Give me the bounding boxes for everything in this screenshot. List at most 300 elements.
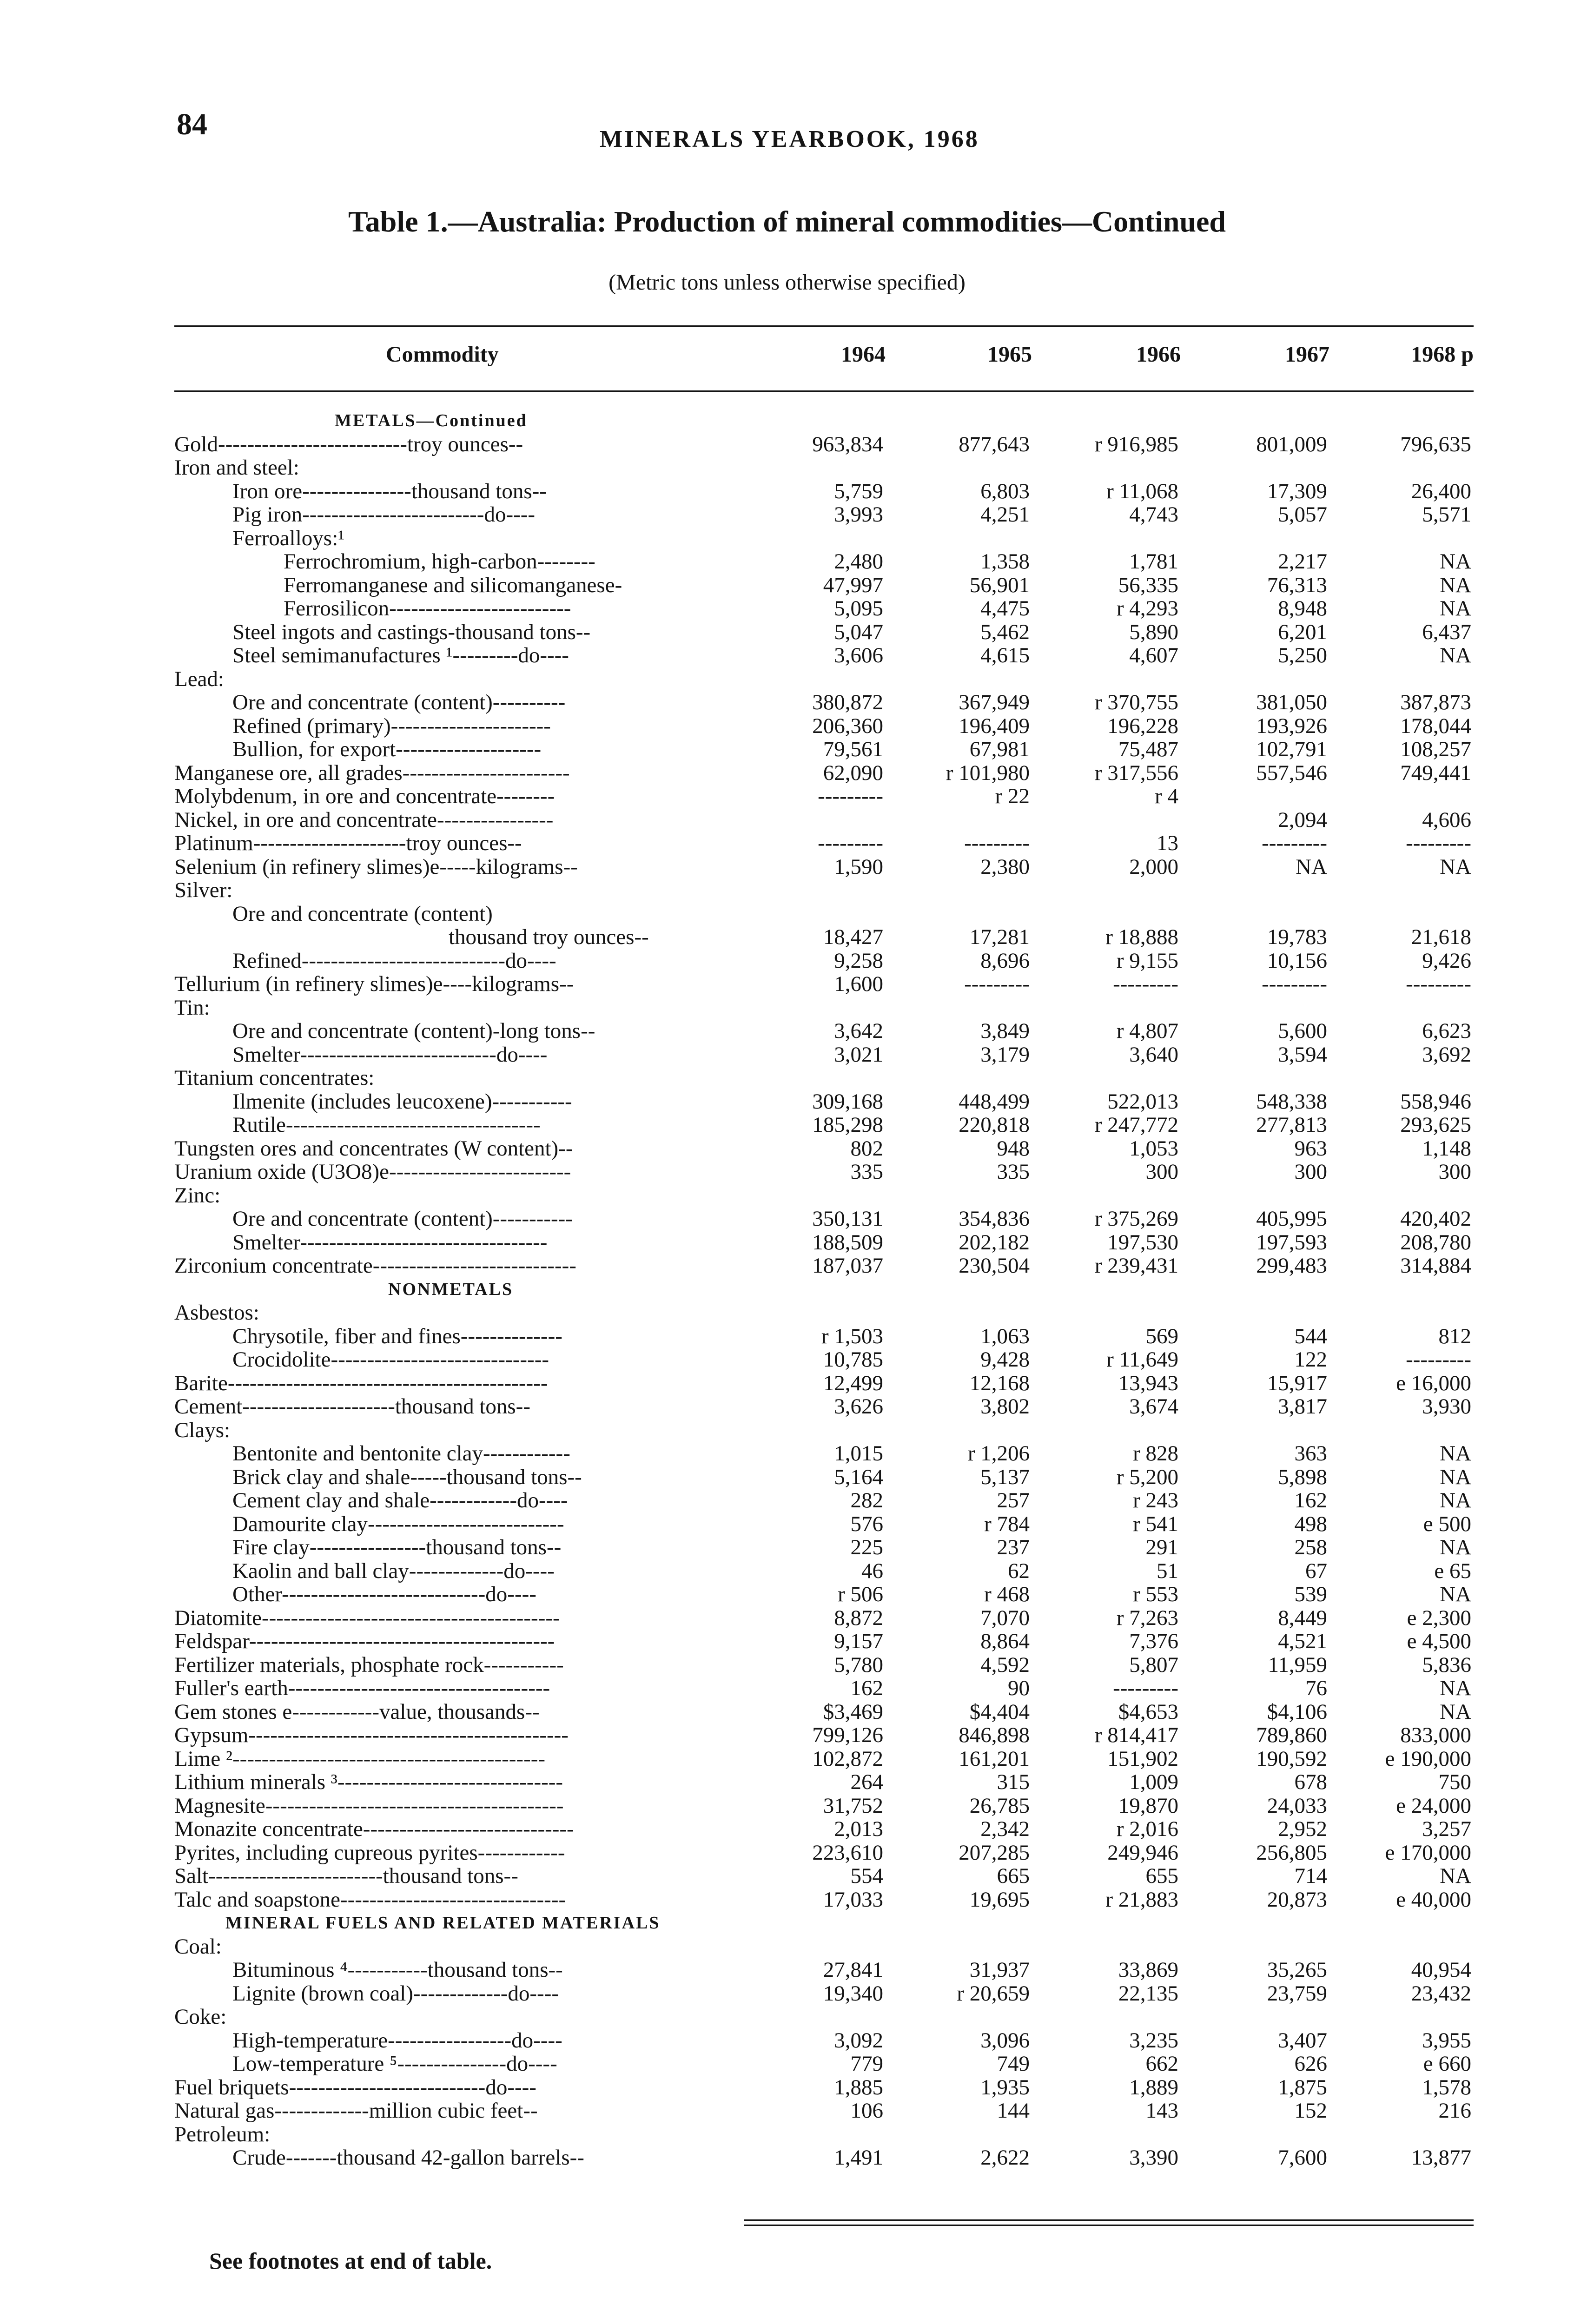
value-cell: $4,106 xyxy=(1267,1699,1327,1724)
commodity-label: Tin: xyxy=(174,995,210,1020)
column-header-1967: 1967 xyxy=(1285,342,1329,367)
value-cell: 3,257 xyxy=(1422,1817,1471,1841)
value-cell: r 1,206 xyxy=(967,1441,1030,1466)
value-cell: r 468 xyxy=(984,1582,1030,1606)
value-cell: 948 xyxy=(997,1136,1030,1161)
value-cell: 558,946 xyxy=(1400,1089,1471,1114)
value-cell: r 4,293 xyxy=(1116,596,1178,621)
value-cell: e 170,000 xyxy=(1385,1840,1471,1865)
value-cell: 846,898 xyxy=(959,1723,1030,1747)
commodity-label: Pig iron-------------------------do---- xyxy=(232,502,536,527)
value-cell: 11,959 xyxy=(1268,1652,1327,1677)
value-cell: 539 xyxy=(1294,1582,1327,1606)
value-cell: 299,483 xyxy=(1256,1254,1327,1278)
value-cell: 8,449 xyxy=(1278,1605,1327,1630)
value-cell: 3,096 xyxy=(980,2028,1030,2053)
value-cell: r 5,200 xyxy=(1116,1465,1178,1489)
value-cell: NA xyxy=(1440,1535,1471,1559)
value-cell: 335 xyxy=(997,1160,1030,1184)
value-cell: 576 xyxy=(850,1512,883,1536)
value-cell: --------- xyxy=(1113,1676,1178,1700)
page-number: 84 xyxy=(177,107,207,141)
value-cell: 387,873 xyxy=(1400,690,1471,714)
value-cell: 258 xyxy=(1294,1535,1327,1559)
value-cell: --------- xyxy=(1406,831,1471,855)
commodity-label: Monazite concentrate----------------------------- xyxy=(174,1817,574,1841)
value-cell: 90 xyxy=(1008,1676,1030,1700)
value-cell: 27,841 xyxy=(823,1958,883,1982)
value-cell: e 190,000 xyxy=(1385,1746,1471,1771)
value-cell: 22,135 xyxy=(1118,1981,1178,2006)
value-cell: 225 xyxy=(850,1535,883,1559)
table-row xyxy=(174,574,1474,597)
table-row xyxy=(174,1559,1474,1583)
value-cell: 6,201 xyxy=(1278,620,1327,644)
value-cell: r 317,556 xyxy=(1094,760,1178,785)
value-cell: 19,695 xyxy=(969,1887,1030,1912)
column-header-1968: 1968 p xyxy=(1411,342,1474,367)
commodity-label: Gem stones e------------value, thousands-- xyxy=(174,1699,540,1724)
commodity-label: Manganese ore, all grades----------------------- xyxy=(174,760,570,785)
value-cell: NA xyxy=(1440,596,1471,621)
value-cell: 2,622 xyxy=(980,2146,1030,2170)
value-cell: 678 xyxy=(1294,1770,1327,1794)
value-cell: --------- xyxy=(818,784,883,808)
value-cell: 46 xyxy=(861,1558,883,1583)
value-cell: 249,946 xyxy=(1107,1840,1178,1865)
value-cell: 15,917 xyxy=(1267,1371,1327,1395)
value-cell: NA xyxy=(1296,854,1327,879)
value-cell: e 2,300 xyxy=(1407,1605,1471,1630)
table-row xyxy=(174,925,1474,949)
value-cell: 185,298 xyxy=(812,1113,883,1137)
value-cell: 2,000 xyxy=(1129,854,1178,879)
value-cell: 9,157 xyxy=(834,1629,883,1653)
commodity-label: Crude-------thousand 42-gallon barrels-- xyxy=(232,2146,584,2170)
value-cell: 5,780 xyxy=(834,1652,883,1677)
table-row xyxy=(174,1043,1474,1067)
value-cell: 448,499 xyxy=(959,1089,1030,1114)
value-cell: 714 xyxy=(1294,1864,1327,1888)
commodity-label: Natural gas-------------million cubic feet-- xyxy=(174,2099,538,2123)
value-cell: r 18,888 xyxy=(1105,925,1178,949)
value-cell: 20,873 xyxy=(1267,1887,1327,1912)
value-cell: 122 xyxy=(1294,1347,1327,1372)
commodity-label: Fuel briquets---------------------------do---- xyxy=(174,2075,536,2100)
table-row xyxy=(174,1653,1474,1677)
value-cell: 13 xyxy=(1157,831,1178,855)
commodity-label: Selenium (in refinery slimes)e-----kilograms-- xyxy=(174,854,578,879)
value-cell: 216 xyxy=(1438,2099,1471,2123)
value-cell: r 784 xyxy=(984,1512,1030,1536)
value-cell: 3,390 xyxy=(1129,2146,1178,2170)
value-cell: 877,643 xyxy=(959,432,1030,456)
value-cell: r 370,755 xyxy=(1094,690,1178,714)
value-cell: r 243 xyxy=(1133,1488,1178,1512)
value-cell: 193,926 xyxy=(1256,713,1327,738)
value-cell: r 828 xyxy=(1133,1441,1178,1466)
table-row xyxy=(174,1864,1474,1888)
value-cell: 5,759 xyxy=(834,479,883,503)
value-cell: 162 xyxy=(1294,1488,1327,1512)
value-cell: --------- xyxy=(964,831,1030,855)
commodity-label: Ore and concentrate (content)---------- xyxy=(232,690,566,714)
value-cell: 1,578 xyxy=(1422,2075,1471,2100)
value-cell: 3,407 xyxy=(1278,2028,1327,2053)
value-cell: r 239,431 xyxy=(1094,1254,1178,1278)
commodity-label: Brick clay and shale-----thousand tons-- xyxy=(232,1465,582,1489)
table-row xyxy=(174,1395,1474,1419)
commodity-label: Platinum---------------------troy ounces-- xyxy=(174,831,522,855)
value-cell: 4,592 xyxy=(980,1652,1030,1677)
value-cell: 5,164 xyxy=(834,1465,883,1489)
value-cell: 9,428 xyxy=(980,1347,1030,1372)
commodity-label: Coal: xyxy=(174,1934,222,1959)
value-cell: 256,805 xyxy=(1256,1840,1327,1865)
value-cell: r 11,649 xyxy=(1106,1347,1178,1372)
value-cell: NA xyxy=(1440,854,1471,879)
table-row xyxy=(174,667,1474,691)
table-row xyxy=(174,878,1474,902)
commodity-label: Ferroalloys:¹ xyxy=(232,526,345,550)
table-row xyxy=(174,1090,1474,1114)
table-row xyxy=(174,785,1474,808)
value-cell: 76,313 xyxy=(1267,573,1327,597)
value-cell: 6,803 xyxy=(980,479,1030,503)
table-row xyxy=(174,621,1474,644)
value-cell: 12,499 xyxy=(823,1371,883,1395)
value-cell: r 814,417 xyxy=(1094,1723,1178,1747)
value-cell: 237 xyxy=(997,1535,1030,1559)
table-row xyxy=(174,527,1474,550)
table-top-rule xyxy=(174,325,1474,327)
table-row xyxy=(174,832,1474,855)
value-cell: r 22 xyxy=(995,784,1030,808)
value-cell: 2,342 xyxy=(980,1817,1030,1841)
value-cell: 40,954 xyxy=(1411,1958,1471,1982)
table-row xyxy=(174,1770,1474,1794)
value-cell: 3,849 xyxy=(980,1019,1030,1043)
value-cell: 3,642 xyxy=(834,1019,883,1043)
table-row xyxy=(174,1888,1474,1912)
value-cell: 143 xyxy=(1145,2099,1178,2123)
value-cell: 3,626 xyxy=(834,1394,883,1419)
table-row xyxy=(174,972,1474,996)
value-cell: 1,015 xyxy=(834,1441,883,1466)
value-cell: 196,228 xyxy=(1107,713,1178,738)
value-cell: r 1,503 xyxy=(821,1324,883,1348)
table-row xyxy=(174,1325,1474,1348)
value-cell: 569 xyxy=(1145,1324,1178,1348)
value-cell: 367,949 xyxy=(959,690,1030,714)
value-cell: r 21,883 xyxy=(1105,1887,1178,1912)
commodity-label: Diatomite----------------------------------------- xyxy=(174,1605,560,1630)
commodity-label: Uranium oxide (U3O8)e------------------------- xyxy=(174,1160,571,1184)
table-row xyxy=(174,1231,1474,1254)
value-cell: 277,813 xyxy=(1256,1113,1327,1137)
value-cell: r 375,269 xyxy=(1094,1207,1178,1231)
value-cell: 1,781 xyxy=(1129,549,1178,574)
table-row xyxy=(174,2005,1474,2029)
value-cell: r 916,985 xyxy=(1094,432,1178,456)
commodity-label: Lime ²------------------------------------------- xyxy=(174,1746,546,1771)
commodity-label: Gypsum-------------------------------------------- xyxy=(174,1723,569,1747)
table-row xyxy=(174,2076,1474,2100)
commodity-label: Coke: xyxy=(174,2005,227,2029)
value-cell: 750 xyxy=(1438,1770,1471,1794)
value-cell: NA xyxy=(1440,643,1471,667)
value-cell: e 16,000 xyxy=(1396,1371,1471,1395)
value-cell: 4,251 xyxy=(980,502,1030,527)
value-cell: 5,137 xyxy=(980,1465,1030,1489)
value-cell: 293,625 xyxy=(1400,1113,1471,1137)
table-row xyxy=(174,480,1474,503)
value-cell: 75,487 xyxy=(1118,737,1178,761)
value-cell: 544 xyxy=(1294,1324,1327,1348)
commodity-label: Gold--------------------------troy ounces-- xyxy=(174,432,523,456)
value-cell: 56,901 xyxy=(969,573,1030,597)
value-cell: 67,981 xyxy=(969,737,1030,761)
value-cell: 19,783 xyxy=(1267,925,1327,949)
value-cell: 9,426 xyxy=(1422,948,1471,973)
value-cell: 2,380 xyxy=(980,854,1030,879)
value-cell: 8,948 xyxy=(1278,596,1327,621)
commodity-label: Zinc: xyxy=(174,1183,221,1208)
value-cell: e 660 xyxy=(1423,2052,1471,2076)
commodity-label: Ore and concentrate (content) xyxy=(232,901,493,926)
value-cell: 33,869 xyxy=(1118,1958,1178,1982)
value-cell: 1,491 xyxy=(834,2146,883,2170)
value-cell: 67 xyxy=(1305,1558,1327,1583)
table-row xyxy=(174,1512,1474,1536)
value-cell: 548,338 xyxy=(1256,1089,1327,1114)
value-cell: --------- xyxy=(964,972,1030,996)
value-cell: 13,943 xyxy=(1118,1371,1178,1395)
commodity-label: Pyrites, including cupreous pyrites------------ xyxy=(174,1840,565,1865)
commodity-label: Chrysotile, fiber and fines-------------- xyxy=(232,1324,562,1348)
value-cell: 102,791 xyxy=(1256,737,1327,761)
commodity-label: Steel ingots and castings-thousand tons-- xyxy=(232,620,591,644)
table-row xyxy=(174,1348,1474,1372)
value-cell: 197,593 xyxy=(1256,1230,1327,1254)
table-row xyxy=(174,1113,1474,1137)
table-row xyxy=(174,808,1474,832)
value-cell: 35,265 xyxy=(1267,1958,1327,1982)
value-cell: --------- xyxy=(1406,1347,1471,1372)
table-row xyxy=(174,2052,1474,2076)
table-row xyxy=(174,433,1474,456)
value-cell: 557,546 xyxy=(1256,760,1327,785)
table-row xyxy=(174,949,1474,973)
value-cell: 62,090 xyxy=(823,760,883,785)
value-cell: 309,168 xyxy=(812,1089,883,1114)
value-cell: 5,571 xyxy=(1422,502,1471,527)
section-heading-row xyxy=(174,409,1474,433)
value-cell: 5,890 xyxy=(1129,620,1178,644)
table-row xyxy=(174,738,1474,761)
value-cell: 23,432 xyxy=(1411,1981,1471,2006)
table-row xyxy=(174,1301,1474,1325)
value-cell: 26,785 xyxy=(969,1793,1030,1818)
value-cell: 151,902 xyxy=(1107,1746,1178,1771)
value-cell: r 553 xyxy=(1133,1582,1178,1606)
value-cell: 10,156 xyxy=(1267,948,1327,973)
table-row xyxy=(174,1817,1474,1841)
value-cell: NA xyxy=(1440,1676,1471,1700)
commodity-label: Steel semimanufactures ¹---------do---- xyxy=(232,643,569,667)
table-row xyxy=(174,1466,1474,1489)
value-cell: 3,674 xyxy=(1129,1394,1178,1419)
commodity-label: Magnesite----------------------------------------- xyxy=(174,1793,564,1818)
table-row xyxy=(174,1935,1474,1959)
value-cell: NA xyxy=(1440,1582,1471,1606)
value-cell: 833,000 xyxy=(1400,1723,1471,1747)
value-cell: NA xyxy=(1440,1488,1471,1512)
value-cell: 17,281 xyxy=(969,925,1030,949)
table-row xyxy=(174,1184,1474,1208)
value-cell: 300 xyxy=(1294,1160,1327,1184)
commodity-label: Ferrochromium, high-carbon-------- xyxy=(284,549,595,574)
column-header-commodity: Commodity xyxy=(386,342,499,367)
value-cell: NA xyxy=(1440,549,1471,574)
value-cell: 749,441 xyxy=(1400,760,1471,785)
value-cell: 5,836 xyxy=(1422,1652,1471,1677)
value-cell: r 4 xyxy=(1155,784,1178,808)
value-cell: 5,807 xyxy=(1129,1652,1178,1677)
value-cell: e 24,000 xyxy=(1396,1793,1471,1818)
table-bottom-rule-1 xyxy=(744,2219,1474,2221)
value-cell: 665 xyxy=(997,1864,1030,1888)
value-cell: 206,360 xyxy=(812,713,883,738)
value-cell: 655 xyxy=(1145,1864,1178,1888)
value-cell: 749 xyxy=(997,2052,1030,2076)
table-row xyxy=(174,1019,1474,1043)
value-cell: e 500 xyxy=(1423,1512,1471,1536)
value-cell: 3,817 xyxy=(1278,1394,1327,1419)
value-cell: 108,257 xyxy=(1400,737,1471,761)
value-cell: 152 xyxy=(1294,2099,1327,2123)
commodity-label: Clays: xyxy=(174,1418,231,1442)
value-cell: 5,462 xyxy=(980,620,1030,644)
value-cell: --------- xyxy=(1262,972,1327,996)
value-cell: 1,063 xyxy=(980,1324,1030,1348)
value-cell: 5,095 xyxy=(834,596,883,621)
value-cell: 3,993 xyxy=(834,502,883,527)
value-cell: 196,409 xyxy=(959,713,1030,738)
value-cell: 207,285 xyxy=(959,1840,1030,1865)
commodity-label: Petroleum: xyxy=(174,2122,271,2146)
value-cell: r 11,068 xyxy=(1106,479,1178,503)
value-cell: r 101,980 xyxy=(946,760,1030,785)
value-cell: 257 xyxy=(997,1488,1030,1512)
commodity-label: Ore and concentrate (content)----------- xyxy=(232,1207,573,1231)
value-cell: 9,258 xyxy=(834,948,883,973)
commodity-label: Lead: xyxy=(174,667,224,691)
commodity-label: Crocidolite------------------------------ xyxy=(232,1347,549,1372)
value-cell: $4,404 xyxy=(969,1699,1030,1724)
value-cell: 779 xyxy=(850,2052,883,2076)
value-cell: 62 xyxy=(1008,1558,1030,1583)
table-row xyxy=(174,1207,1474,1231)
value-cell: 4,743 xyxy=(1129,502,1178,527)
commodity-label: Smelter---------------------------------- xyxy=(232,1230,548,1254)
commodity-label: Ferrosilicon------------------------- xyxy=(284,596,571,621)
value-cell: 1,358 xyxy=(980,549,1030,574)
value-cell: 17,309 xyxy=(1267,479,1327,503)
value-cell: 102,872 xyxy=(812,1746,883,1771)
table-row xyxy=(174,1419,1474,1442)
value-cell: 802 xyxy=(850,1136,883,1161)
table-row xyxy=(174,2029,1474,2053)
table-row xyxy=(174,714,1474,738)
value-cell: 223,610 xyxy=(812,1840,883,1865)
commodity-label: Refined (primary)---------------------- xyxy=(232,713,551,738)
value-cell: r 2,016 xyxy=(1116,1817,1178,1841)
commodity-label: Ore and concentrate (content)-long tons-- xyxy=(232,1019,595,1043)
value-cell: 31,752 xyxy=(823,1793,883,1818)
value-cell: --------- xyxy=(1262,831,1327,855)
table-row xyxy=(174,2099,1474,2123)
commodity-label: Bentonite and bentonite clay------------ xyxy=(232,1441,570,1466)
value-cell: r 7,263 xyxy=(1116,1605,1178,1630)
value-cell: 405,995 xyxy=(1256,1207,1327,1231)
table-row xyxy=(174,1841,1474,1865)
value-cell: 3,692 xyxy=(1422,1042,1471,1067)
table-row xyxy=(174,456,1474,480)
value-cell: NA xyxy=(1440,573,1471,597)
table-row xyxy=(174,503,1474,527)
value-cell: 1,885 xyxy=(834,2075,883,2100)
commodity-label: Ferromanganese and silicomanganese- xyxy=(284,573,622,597)
value-cell: 335 xyxy=(850,1160,883,1184)
value-cell: NA xyxy=(1440,1864,1471,1888)
value-cell: 10,785 xyxy=(823,1347,883,1372)
value-cell: --------- xyxy=(818,831,883,855)
value-cell: 3,606 xyxy=(834,643,883,667)
value-cell: 51 xyxy=(1157,1558,1178,1583)
value-cell: 796,635 xyxy=(1400,432,1471,456)
value-cell: NA xyxy=(1440,1465,1471,1489)
value-cell: 23,759 xyxy=(1267,1981,1327,2006)
section-heading: NONMETALS xyxy=(388,1279,514,1299)
value-cell: 13,877 xyxy=(1411,2146,1471,2170)
value-cell: 350,131 xyxy=(812,1207,883,1231)
value-cell: 789,860 xyxy=(1256,1723,1327,1747)
commodity-label: Bullion, for export-------------------- xyxy=(232,737,542,761)
table-row xyxy=(174,2123,1474,2146)
value-cell: 264 xyxy=(850,1770,883,1794)
value-cell: 18,427 xyxy=(823,925,883,949)
section-heading: MINERAL FUELS AND RELATED MATERIALS xyxy=(225,1913,661,1933)
value-cell: r 541 xyxy=(1133,1512,1178,1536)
table-row xyxy=(174,550,1474,574)
value-cell: 5,600 xyxy=(1278,1019,1327,1043)
value-cell: 178,044 xyxy=(1400,713,1471,738)
table-row xyxy=(174,1489,1474,1512)
value-cell: 5,898 xyxy=(1278,1465,1327,1489)
value-cell: 3,955 xyxy=(1422,2028,1471,2053)
commodity-label: Smelter---------------------------do---- xyxy=(232,1042,548,1067)
value-cell: 282 xyxy=(850,1488,883,1512)
value-cell: 1,889 xyxy=(1129,2075,1178,2100)
value-cell: 2,480 xyxy=(834,549,883,574)
value-cell: 5,250 xyxy=(1278,643,1327,667)
value-cell: 3,179 xyxy=(980,1042,1030,1067)
value-cell: 56,335 xyxy=(1118,573,1178,597)
value-cell: 190,592 xyxy=(1256,1746,1327,1771)
table-row xyxy=(174,1606,1474,1630)
commodity-label: Kaolin and ball clay-------------do---- xyxy=(232,1558,555,1583)
